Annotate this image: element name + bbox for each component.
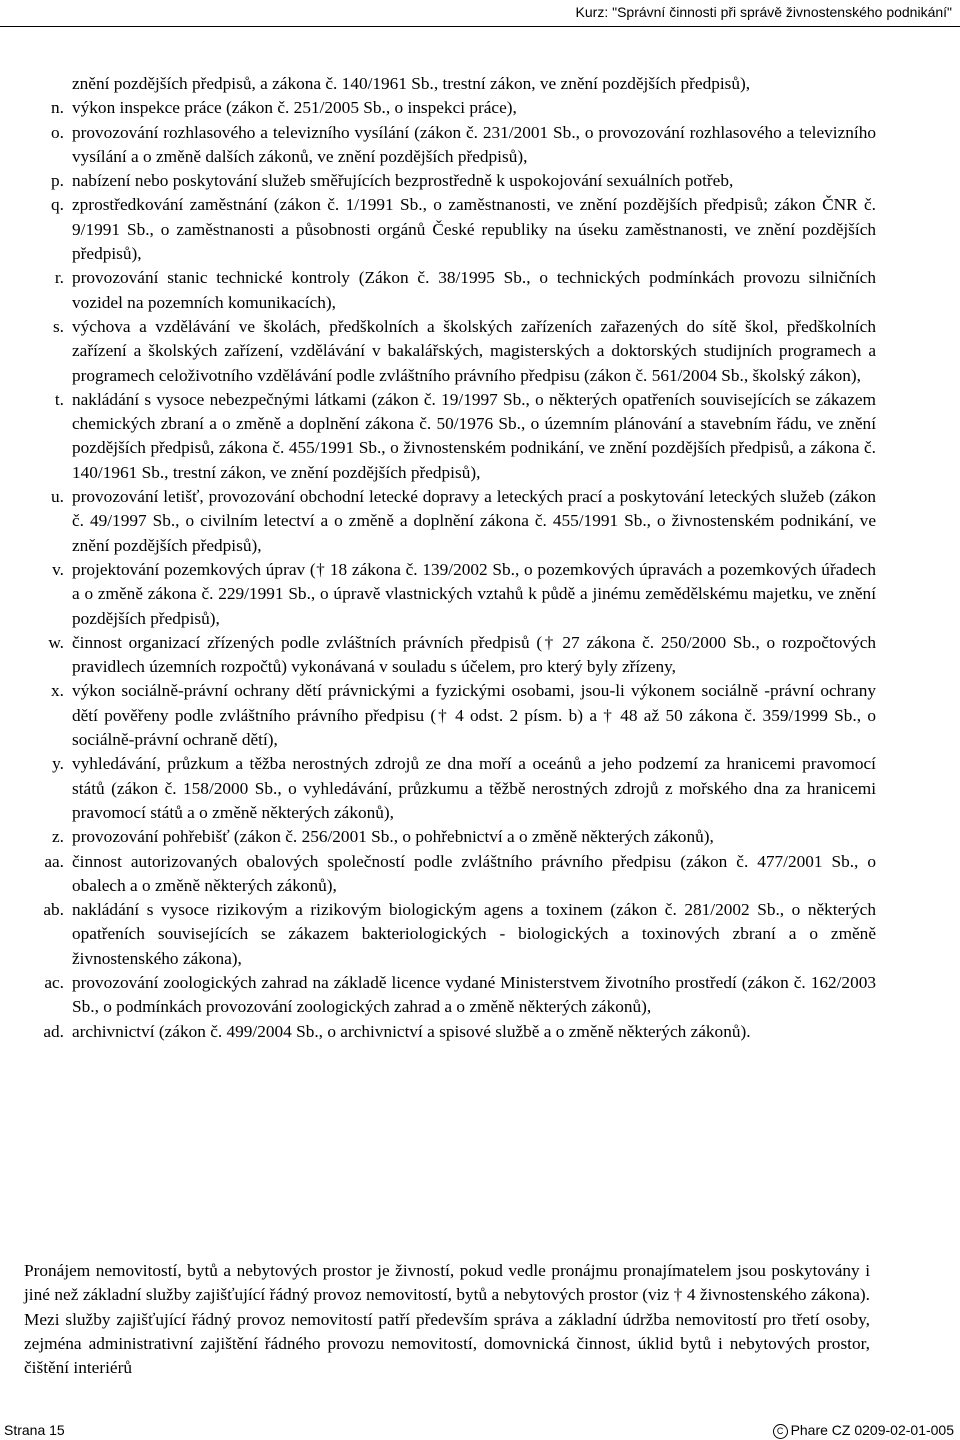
- list-item: [24, 825, 876, 849]
- list-item: [24, 1020, 876, 1044]
- list-marker: aa.: [44, 851, 64, 871]
- list-marker: s.: [52, 316, 64, 336]
- list-marker: y.: [52, 754, 64, 774]
- list-item: [24, 193, 876, 266]
- list-item: [24, 850, 876, 899]
- list-item: [24, 631, 876, 680]
- copyright-text: Phare CZ 0209-02-01-005: [790, 1422, 954, 1438]
- list-item: [24, 679, 876, 752]
- list-item: [24, 388, 876, 485]
- list-marker: [24, 72, 72, 96]
- list-item: [24, 266, 876, 315]
- list-item: [24, 96, 876, 120]
- activity-list: [24, 72, 876, 1044]
- list-item: [24, 898, 876, 971]
- list-marker: v.: [52, 559, 64, 579]
- list-item: [24, 72, 876, 96]
- copyright-notice: [773, 1422, 954, 1439]
- list-item: [24, 121, 876, 170]
- page-header: [0, 0, 960, 27]
- list-marker: q.: [51, 195, 64, 215]
- list-item: [24, 485, 876, 558]
- list-marker: w.: [48, 632, 64, 652]
- list-marker: x.: [51, 681, 64, 701]
- list-item-text: činnost organizací zřízených podle zvláštních právních předpisů († 27 zákona č. 250/2000 Sb., o rozpočtových pravidlech územních rozpočtů) vykonávaná v souladu s účelem, pro který byly zřízeny,: [72, 632, 876, 677]
- course-title: Kurz: "Správní činnosti při správě živnostenského podnikání": [575, 4, 952, 20]
- list-marker: r.: [54, 268, 64, 288]
- list-item-text: archivnictví (zákon č. 499/2004 Sb., o archivnictví a spisové službě a o změně některých zákonů).: [72, 1021, 751, 1041]
- list-marker: ac.: [44, 972, 64, 992]
- list-item-text: znění pozdějších předpisů, a zákona č. 140/1961 Sb., trestní zákon, ve znění pozdějších předpisů),: [72, 74, 751, 93]
- list-marker: ad.: [43, 1021, 64, 1041]
- list-item-text: nakládání s vysoce nebezpečnými látkami (zákon č. 19/1997 Sb., o některých opatřeních souvisejících se zákazem chemických zbraní a o změně a doplnění zákona č. 50/1976 Sb., o územním plánování a stavebním řádu, ve znění pozdějších předpisů, zákona č. 455/1991 Sb., o živnostenském podnikání, ve znění pozdějších předpisů, a zákona č. 140/1961 Sb., trestní zákon, ve znění pozdějších předpisů),: [72, 389, 876, 482]
- list-item: [24, 971, 876, 1020]
- list-item-text: provozování letišť, provozování obchodní letecké dopravy a leteckých prací a poskytování leteckých služeb (zákon č. 49/1997 Sb., o civilním letectví a o změně a doplnění zákona č. 455/1991 Sb., o živnostenském podnikání, ve znění pozdějších předpisů),: [72, 487, 876, 555]
- list-item-text: vyhledávání, průzkum a těžba nerostných zdrojů ze dna moří a oceánů a jeho podzemí za hranicemi pravomocí států (zákon č. 158/2000 Sb., o vyhledávání, průzkumu a těžbě nerostných zdrojů z mořského dna za hranicemi pravomocí států a o změně některých zákonů),: [72, 754, 876, 822]
- list-item-text: provozování pohřebišť (zákon č. 256/2001 Sb., o pohřebnictví a o změně některých zákonů),: [72, 827, 714, 847]
- list-marker: t.: [54, 389, 64, 409]
- list-marker: n.: [51, 98, 64, 118]
- list-item-text: nakládání s vysoce rizikovým a rizikovým biologickým agens a toxinem (zákon č. 281/2002 Sb., o některých opatřeních souvisejících se zákazem bakteriologických - biologických a toxinových zbraní a o změně živnostenského zákona),: [72, 900, 876, 968]
- list-item-text: projektování pozemkových úprav († 18 zákona č. 139/2002 Sb., o pozemkových úpravách a pozemkových úřadech a o změně zákona č. 229/1991 Sb., o úpravě vlastnických vztahů k půdě a jinému zemědělskému majetku, ve znění pozdějších předpisů),: [72, 559, 876, 628]
- list-item-text: výkon inspekce práce (zákon č. 251/2005 Sb., o inspekci práce),: [72, 98, 517, 118]
- body-paragraph: Pronájem nemovitostí, bytů a nebytových prostor je živností, pokud vedle pronájmu pronajímatelem jsou poskytovány i jiné než základní služby zajišťující řádný provoz nemovitostí, bytů a nebytových prostor (viz † 4 živnostenského zákona). Mezi služby zajišťující řádný provoz nemovitostí patří především správa a základní údržba nemovitostí pro třetí osoby, zejména administrativní zajištění řádného provozu nemovitostí, domovnická činnost, úklid bytů i nebytových prostor, čištění interiérů: [24, 1261, 870, 1378]
- list-item: [24, 752, 876, 825]
- list-item: [24, 558, 876, 631]
- list-item-text: provozování zoologických zahrad na základě licence vydané Ministerstvem životního prostředí (zákon č. 162/2003 Sb., o podmínkách provozování zoologických zahrad a o změně některých zákonů),: [72, 972, 876, 1017]
- list-item-text: výchova a vzdělávání ve školách, předškolních a školských zařízeních zařazených do sítě škol, předškolních zařízení a školských zařízení, vzdělávání v bakalářských, magisterských a doktorských studijních programech a programech celoživotního vzdělávání podle zvláštního právního předpisu (zákon č. 561/2004 Sb., školský zákon),: [72, 316, 876, 385]
- list-marker: ab.: [43, 900, 64, 920]
- list-marker: o.: [51, 122, 64, 142]
- page-number: Strana 15: [4, 1422, 65, 1438]
- list-item-text: nabízení nebo poskytování služeb směřujících bezprostředně k uspokojování sexuálních potřeb,: [72, 171, 734, 191]
- list-marker: p.: [51, 171, 64, 191]
- list-item: [24, 315, 876, 388]
- list-item-text: výkon sociálně-právní ochrany dětí právnickými a fyzickými osobami, jsou-li výkonem sociálně -právní ochrany dětí pověřeny podle zvláštního právního předpisu († 4 odst. 2 písm. b) a † 48 až 50 zákona č. 359/1999 Sb., o sociálně-právní ochraně dětí),: [72, 681, 876, 750]
- list-item-text: provozování stanic technické kontroly (Zákon č. 38/1995 Sb., o technických podmínkách provozu silničních vozidel na pozemních komunikacích),: [72, 268, 876, 312]
- list-item-text: činnost autorizovaných obalových společností podle zvláštního právního předpisu (zákon č. 477/2001 Sb., o obalech a o změně některých zákonů),: [72, 851, 876, 895]
- list-marker: z.: [52, 827, 64, 847]
- list-item-text: provozování rozhlasového a televizního vysílání (zákon č. 231/2001 Sb., o provozování rozhlasového a televizního vysílání a o změně dalších zákonů, ve znění pozdějších předpisů),: [72, 122, 876, 166]
- list-marker: u.: [51, 487, 64, 507]
- copyright-icon: C: [773, 1424, 788, 1439]
- list-item-text: zprostředkování zaměstnání (zákon č. 1/1991 Sb., o zaměstnanosti, ve znění pozdějších předpisů; zákon ČNR č. 9/1991 Sb., o zaměstnanosti a působnosti orgánů České republiky na úseku zaměstnanosti, ve znění pozdějších předpisů),: [72, 195, 876, 264]
- list-item: [24, 169, 876, 193]
